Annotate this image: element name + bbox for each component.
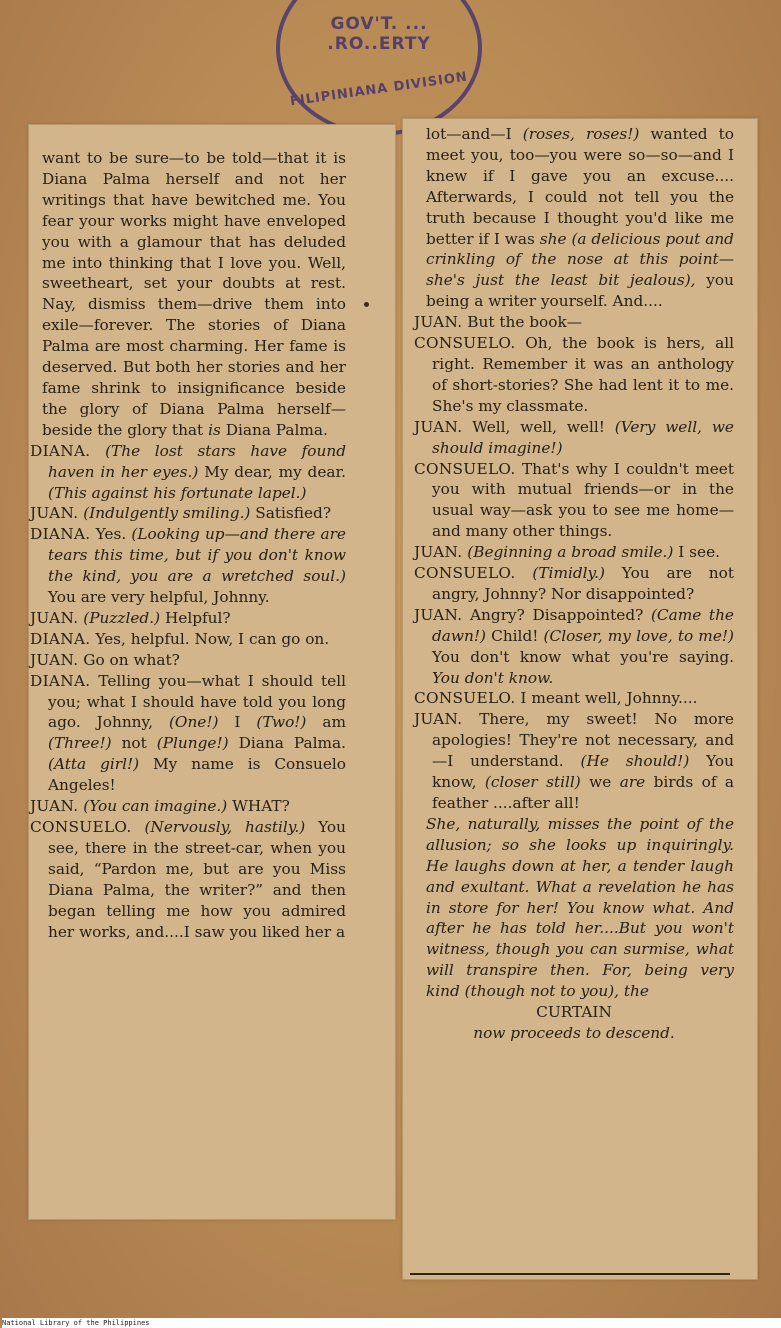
dialogue-line: DIANA. Yes. (Looking up—and there are tears this time, but if you don't know the kind, you are a wretched soul.) You are very helpful, Johnny. [30,525,346,607]
speaker: JUAN. [414,417,463,436]
dialogue-line: DIANA. Telling you—what I should tell you; what I should have told you long ago. Johnny, (One!) I (Two!) am (Three!) not (Plunge!) Diana Palma. (Atta girl!) My name is Consuelo Angeles! [30,671,346,795]
dialogue-line: JUAN. (Indulgently smiling.) Satisfied? [30,504,332,523]
speaker: JUAN. [414,710,463,729]
closing-rule [410,1273,730,1275]
paragraph: lot—and—I (roses, roses!) wanted to meet you, too—you were so—so—and I knew if I gave you an excuse.... Afterwards, I could not tell you the truth because I thought you'd like me better if I was she (a delicious pout and crinkling of the nose at this point—she's just the least bit jealous), you being a writer yourself. And.... [426,125,734,311]
left-column-text [30,148,346,942]
speaker: DIANA. [30,671,91,690]
footer-credit: National Library of the Philippines [2,1318,781,1328]
right-column-text [414,124,734,1044]
dialogue-line: CONSUELO. I meant well, Johnny.... [414,689,698,708]
dialogue-line: DIANA. (The lost stars have found haven in her eyes.) My dear, my dear. (This against his fortunate lapel.) [30,441,346,502]
speaker: JUAN. [30,504,79,523]
speaker: JUAN. [30,650,79,669]
dialogue-line: CONSUELO. (Timidly.) You are not angry, Johnny? Nor disappointed? [414,564,734,603]
speaker: JUAN. [414,605,463,624]
dialogue-line: JUAN. (Puzzled.) Helpful? [30,608,231,627]
speaker: DIANA. [30,629,91,648]
speaker: CONSUELO. [414,689,516,708]
dialogue-line: CONSUELO. Oh, the book is hers, all right. Remember it was an anthology of short-stories? She had lent it to me. She's my classmate. [414,334,734,415]
ink-dot [364,302,369,307]
speaker: DIANA. [30,441,91,460]
dialogue-line: CONSUELO. That's why I couldn't meet you with mutual friends—or in the usual way—ask you to see me home—and many other things. [414,459,734,541]
speaker: CONSUELO. [30,818,132,836]
speaker: CONSUELO. [414,459,516,478]
dialogue-line: JUAN. (Beginning a broad smile.) I see. [414,543,721,562]
dialogue-line: JUAN. Well, well, well! (Very well, we should imagine!) [414,417,734,457]
dialogue-line: DIANA. Yes, helpful. Now, I can go on. [30,629,330,648]
speaker: CONSUELO. [414,334,516,353]
dialogue-line: CONSUELO. (Nervously, hastily.) You see, there in the street-car, when you said, “Pardon me, but are you Miss Diana Palma, the writer?” and then began telling me how you admired her works, and....I saw you liked her a [30,818,346,941]
speaker: JUAN. [30,608,79,627]
dialogue-line: JUAN. Angry? Disappointed? (Came the dawn!) Child! (Closer, my love, to me!) You don't know what you're saying. You don't know. [414,605,734,687]
speaker: CONSUELO. [414,564,516,583]
dialogue-line: JUAN. Go on what? [30,650,180,669]
stage-direction: She, naturally, misses the point of the allusion; so she looks up inquiringly. He laughs down at her, a tender laugh and exultant. What a revelation he has in store for her! You know what. And after he has told her....But you won't witness, though you can surmise, what will transpire then. For, being very kind (though not to you), the [426,814,734,1001]
dialogue-line: JUAN. (You can imagine.) WHAT? [30,797,290,816]
dialogue-line: JUAN. There, my sweet! No more apologies! They're not necessary, and—I understand. (He should!) You know, (closer still) we are birds of a feather ....after all! [414,710,734,812]
stamp-bottom-text: FILIPINIANA DIVISION [289,69,469,110]
stamp-top-text: GOV'T. ... .RO..ERTY [327,14,431,54]
paragraph: want to be sure—to be told—that it is Diana Palma herself and not her writings that have bewitched me. You fear your works might have enveloped you with a glamour that has deluded me into thinking that I love you. Well, sweetheart, set your doubts at rest. Nay, dismiss them—drive them into exile—forever. The stories of Diana Palma are most charming. Her fame is deserved. But both her stories and her fame shrink to insignificance beside the glory of Diana Palma herself—beside the glory that is Diana Palma. [42,149,346,439]
dialogue-line: JUAN. But the book— [414,313,583,332]
speaker: JUAN. [414,313,463,332]
speaker: DIANA. [30,525,91,544]
curtain-heading: CURTAIN [536,1003,612,1022]
closing-line: now proceeds to descend. [473,1023,675,1042]
speaker: JUAN. [414,543,463,562]
speaker: JUAN. [30,797,79,816]
